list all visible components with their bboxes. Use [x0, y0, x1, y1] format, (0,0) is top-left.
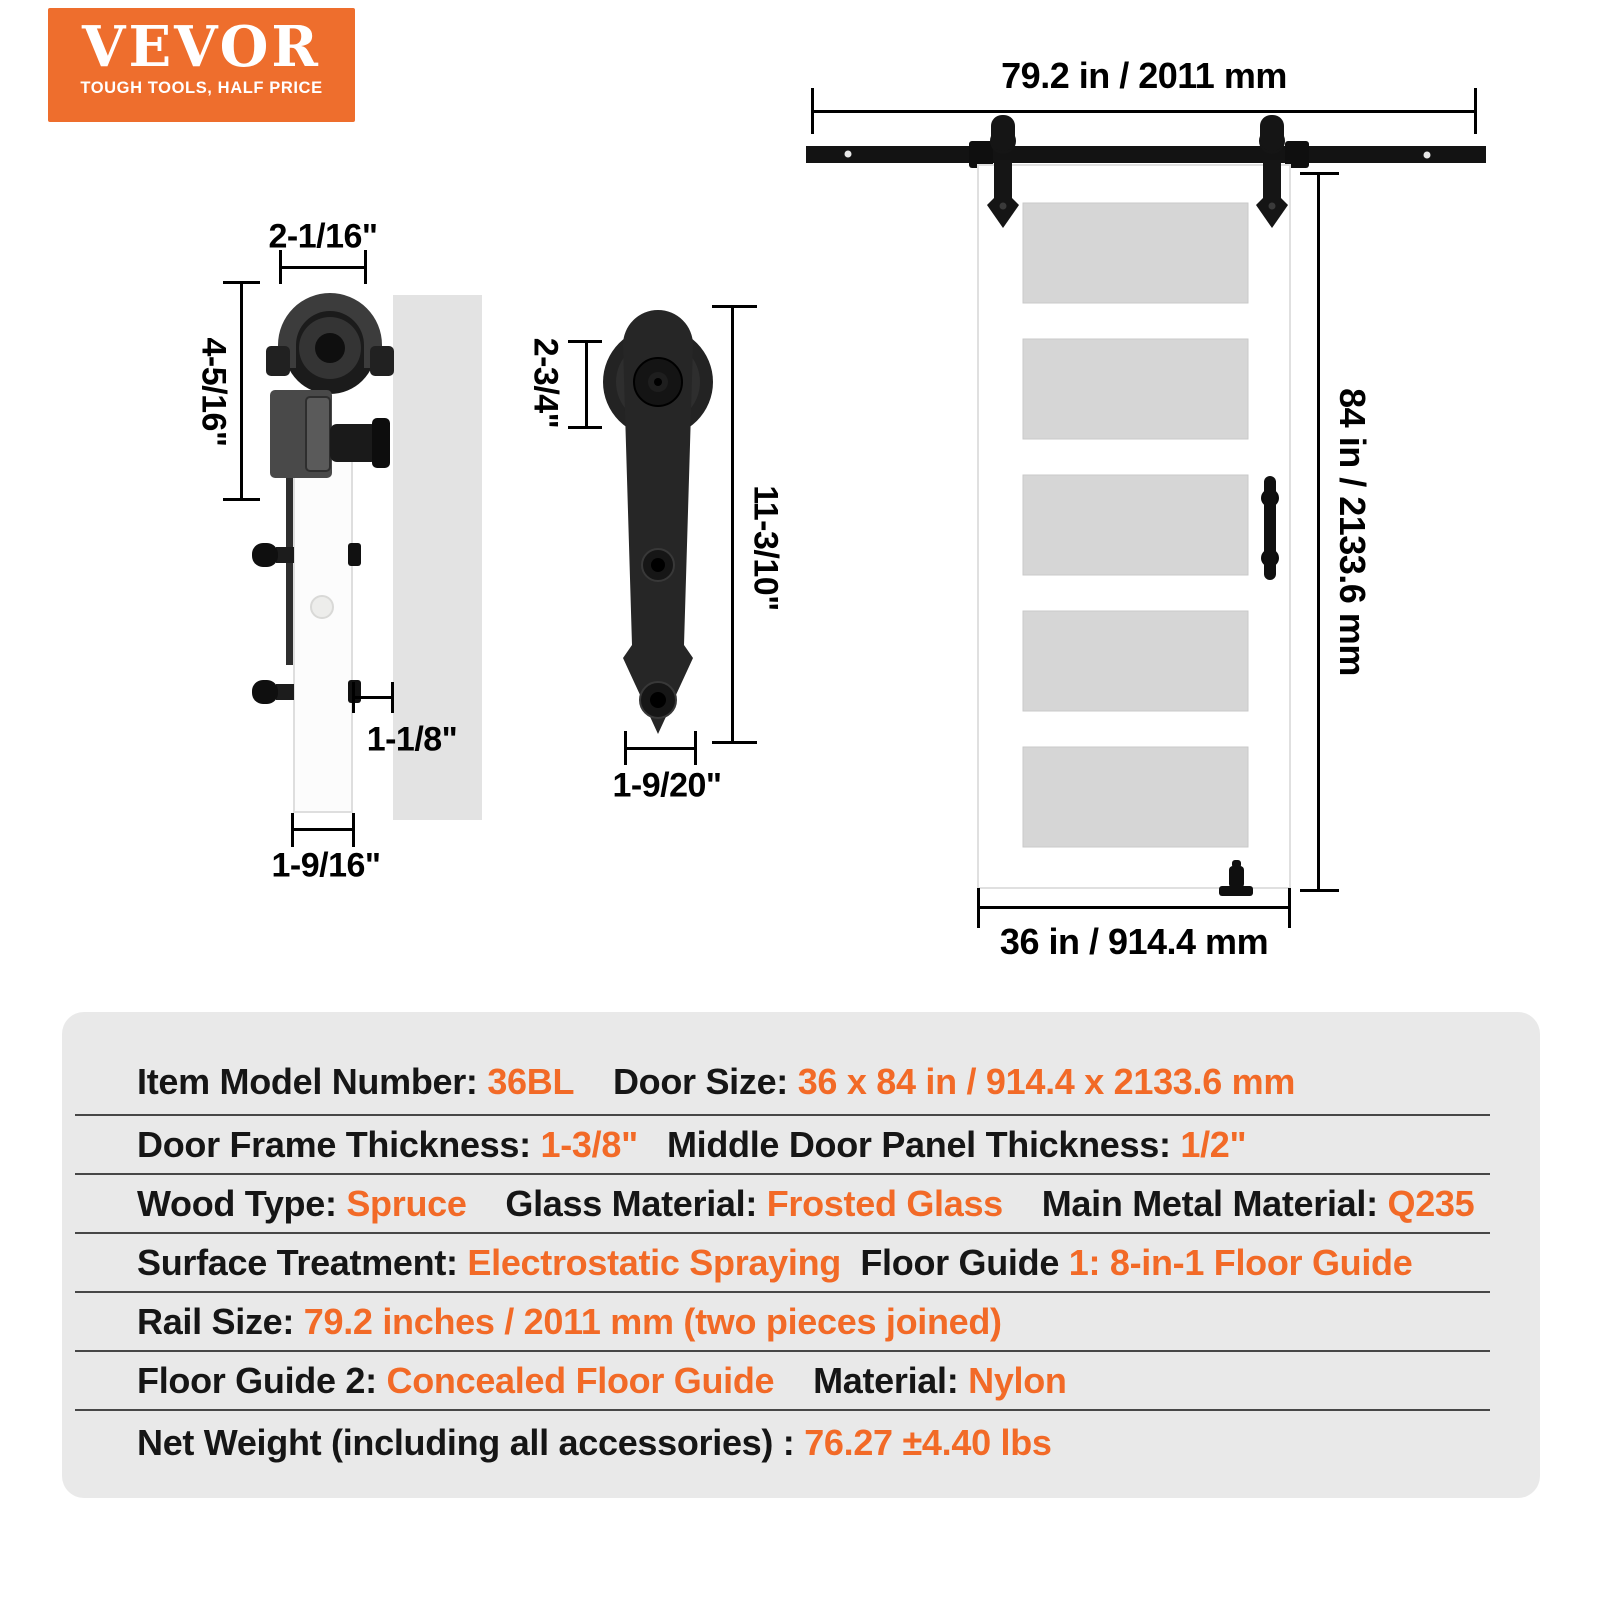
glass-panel [1023, 203, 1248, 303]
glass-panel [1023, 611, 1248, 711]
hex-nut-left [266, 346, 290, 376]
door-thickness-label: 1-9/16" [271, 846, 381, 885]
dim-tick [223, 498, 260, 501]
dim-tick [223, 281, 260, 284]
spec-key: Wood Type: [137, 1182, 347, 1224]
rail-connector [969, 141, 993, 168]
dim-tick [694, 731, 697, 765]
dim-tick [1288, 888, 1291, 928]
spec-key: Surface Treatment: [137, 1241, 468, 1283]
barn-door-assembly [806, 115, 1486, 896]
hanger-length-label: 11-3/10" [746, 485, 785, 611]
dim-line-hanger-length [731, 306, 734, 744]
spec-row [75, 1409, 1490, 1498]
dim-tick [977, 888, 980, 928]
dowel-hole [311, 596, 333, 618]
roller-width-label: 2-1/16" [268, 217, 378, 256]
spec-key: Net Weight (including all accessories) : [137, 1422, 805, 1463]
spec-key: Rail Size: [137, 1300, 304, 1342]
dim-tick [811, 88, 814, 134]
dim-line-roller-height [240, 282, 243, 500]
dim-line-roller-width [280, 266, 367, 269]
frosted-glass-panels [1023, 203, 1248, 847]
dim-line-rail-width [812, 110, 1477, 113]
door-width-label: 36 in / 914.4 mm [999, 921, 1269, 962]
spec-row [75, 1012, 1490, 1114]
dim-tick [1300, 889, 1339, 892]
spec-value: Concealed Floor Guide [386, 1359, 775, 1401]
dim-line-door-height [1317, 173, 1320, 892]
spec-key: Item Model Number: [137, 1061, 488, 1102]
wheel-diameter-label: 2-3/4" [526, 337, 565, 429]
sliding-rail [806, 146, 1486, 163]
spec-value: Q235 [1387, 1182, 1475, 1224]
door-edge-side [294, 455, 352, 812]
spec-row [75, 1173, 1490, 1232]
spec-value: Frosted Glass [766, 1182, 1003, 1224]
spec-value: Electrostatic Spraying [467, 1241, 841, 1283]
spec-value: 36 x 84 in / 914.4 x 2133.6 mm [797, 1061, 1296, 1102]
rail-width-label: 79.2 in / 2011 mm [1001, 55, 1287, 96]
rail-connector [1285, 141, 1309, 168]
spec-row [75, 1291, 1490, 1350]
dim-tick [568, 426, 602, 429]
spec-value: 79.2 inches / 2011 mm (two pieces joined) [303, 1300, 1002, 1342]
spec-value: 1/2" [1180, 1123, 1247, 1165]
dim-tick [352, 682, 355, 713]
glass-panel [1023, 475, 1248, 575]
spec-value: 36BL [487, 1061, 575, 1102]
spec-value: 76.27 ±4.40 lbs [804, 1422, 1052, 1463]
hex-nut-right [370, 346, 394, 376]
spec-key: Main Metal Material: [1002, 1182, 1388, 1224]
dim-tick [1474, 88, 1477, 134]
glass-panel [1023, 747, 1248, 847]
spec-value: 1: 8-in-1 Floor Guide [1068, 1241, 1413, 1283]
hanger-front-view [603, 310, 713, 734]
door-height-label: 84 in / 2133.6 mm [1332, 388, 1373, 676]
spec-key: Glass Material: [466, 1182, 767, 1224]
spec-key: Floor Guide [840, 1241, 1069, 1283]
dim-line-door-gap [353, 696, 394, 699]
spec-value: 1-3/8" [540, 1123, 638, 1165]
dim-line-door-width [978, 906, 1290, 909]
dim-tick [624, 731, 627, 765]
spec-row [75, 1114, 1490, 1173]
brand-name: VEVOR [82, 14, 321, 80]
dim-tick [352, 813, 355, 847]
axle [330, 424, 378, 462]
spec-table [62, 1012, 1540, 1498]
strap-width-label: 1-9/20" [612, 766, 722, 805]
spec-row [75, 1232, 1490, 1291]
dim-tick [1300, 172, 1339, 175]
glass-panel [1023, 339, 1248, 439]
spec-key: Material: [774, 1359, 969, 1401]
rail-screw [1424, 152, 1431, 159]
spec-value: Spruce [346, 1182, 467, 1224]
spec-key: Door Size: [574, 1061, 798, 1102]
spec-row [75, 1350, 1490, 1409]
spec-value: Nylon [968, 1359, 1067, 1401]
brand-tagline: TOUGH TOOLS, HALF PRICE [80, 79, 323, 97]
rail-screw [845, 151, 852, 158]
spec-key: Middle Door Panel Thickness: [637, 1123, 1181, 1165]
spec-key: Floor Guide 2: [137, 1359, 387, 1401]
dim-line-strap-width [625, 747, 697, 750]
dim-tick [712, 741, 757, 744]
dim-tick [391, 682, 394, 713]
dim-line-door-thickness [292, 828, 355, 831]
door-gap-label: 1-1/8" [366, 720, 458, 759]
dim-tick [712, 305, 757, 308]
spec-key: Door Frame Thickness: [137, 1123, 541, 1165]
dim-tick [291, 813, 294, 847]
roller-height-label: 4-5/16" [194, 337, 233, 447]
dim-line-wheel-diameter [585, 341, 588, 429]
dim-tick [568, 340, 602, 343]
